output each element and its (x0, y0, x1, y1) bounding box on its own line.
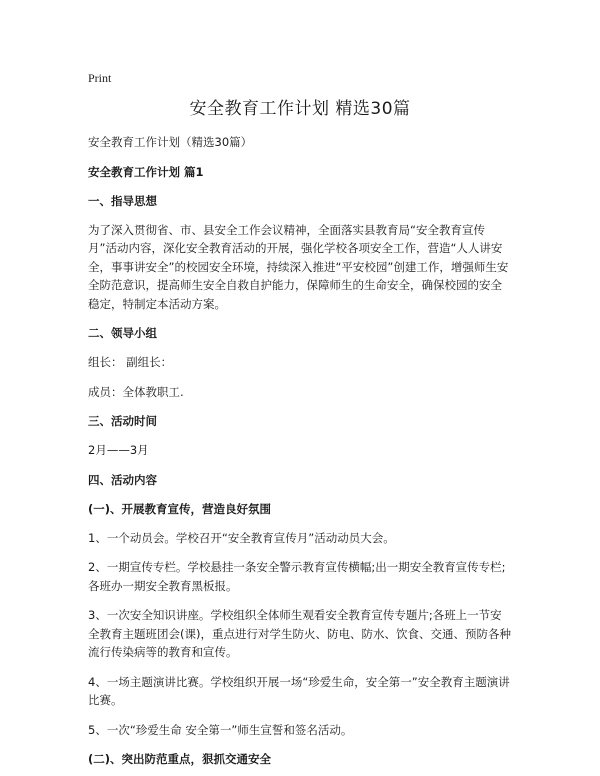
heading-guiding-thought: 一、指导思想 (88, 193, 157, 208)
heading-activity-time: 三、活动时间 (88, 414, 157, 428)
list-item-4: 4、一场主题演讲比赛。学校组织开展一场“珍爱生命，安全第一”安全教育主题演讲比赛。 (88, 674, 510, 707)
print-link[interactable]: Print (88, 71, 112, 85)
document-title: 安全教育工作计划 精选30篇 (189, 99, 411, 119)
subheading-publicity: (一)、开展教育宣传，营造良好氛围 (88, 501, 272, 516)
list-item-1: 1、一个动员会。学校召开“安全教育宣传月”活动动员大会。 (88, 530, 395, 545)
subtitle: 安全教育工作计划（精选30篇） (88, 135, 253, 149)
section-title: 安全教育工作计划 篇1 (88, 164, 204, 179)
heading-leadership-group: 二、领导小组 (88, 326, 157, 340)
list-item-3: 3、一次安全知识讲座。学校组织全体师生观看安全教育宣传专题片;各班上一节安全教育主题班团会(课)，重点进行对学生防火、防电、防水、饮食、交通、预防各种流行传染病等的教育和宣传。 (88, 608, 511, 659)
paragraph-guiding-thought: 为了深入贯彻省、市、县安全工作会议精神，全面落实县教育局“安全教育宣传月”活动内容，深化安全教育活动的开展，强化学校各项安全工作，营造“人人讲安全，事事讲安全”的校园安全环境，持续深入推进“平安校园”创建工作，增强师生安全防范意识，提高师生安全自救自护能力，保障师生的生命安全，确保校园的安全稳定，特制定本活动方案。 (88, 222, 509, 311)
heading-activity-content: 四、活动内容 (88, 472, 157, 487)
list-item-2: 2、一期宣传专栏。学校悬挂一条安全警示教育宣传横幅;出一期安全教育宣传专栏;各班办一期安全教育黑板报。 (88, 560, 506, 593)
paragraph-activity-time: 2月——3月 (88, 443, 149, 457)
subheading-traffic-safety: (二)、突出防范重点，狠抓交通安全 (88, 752, 272, 766)
paragraph-group-leaders: 组长： 副组长： (88, 355, 173, 369)
list-item-5: 5、一次“珍爱生命 安全第一”师生宣誓和签名活动。 (88, 722, 353, 737)
paragraph-group-members: 成员：全体教职工. (88, 384, 184, 399)
